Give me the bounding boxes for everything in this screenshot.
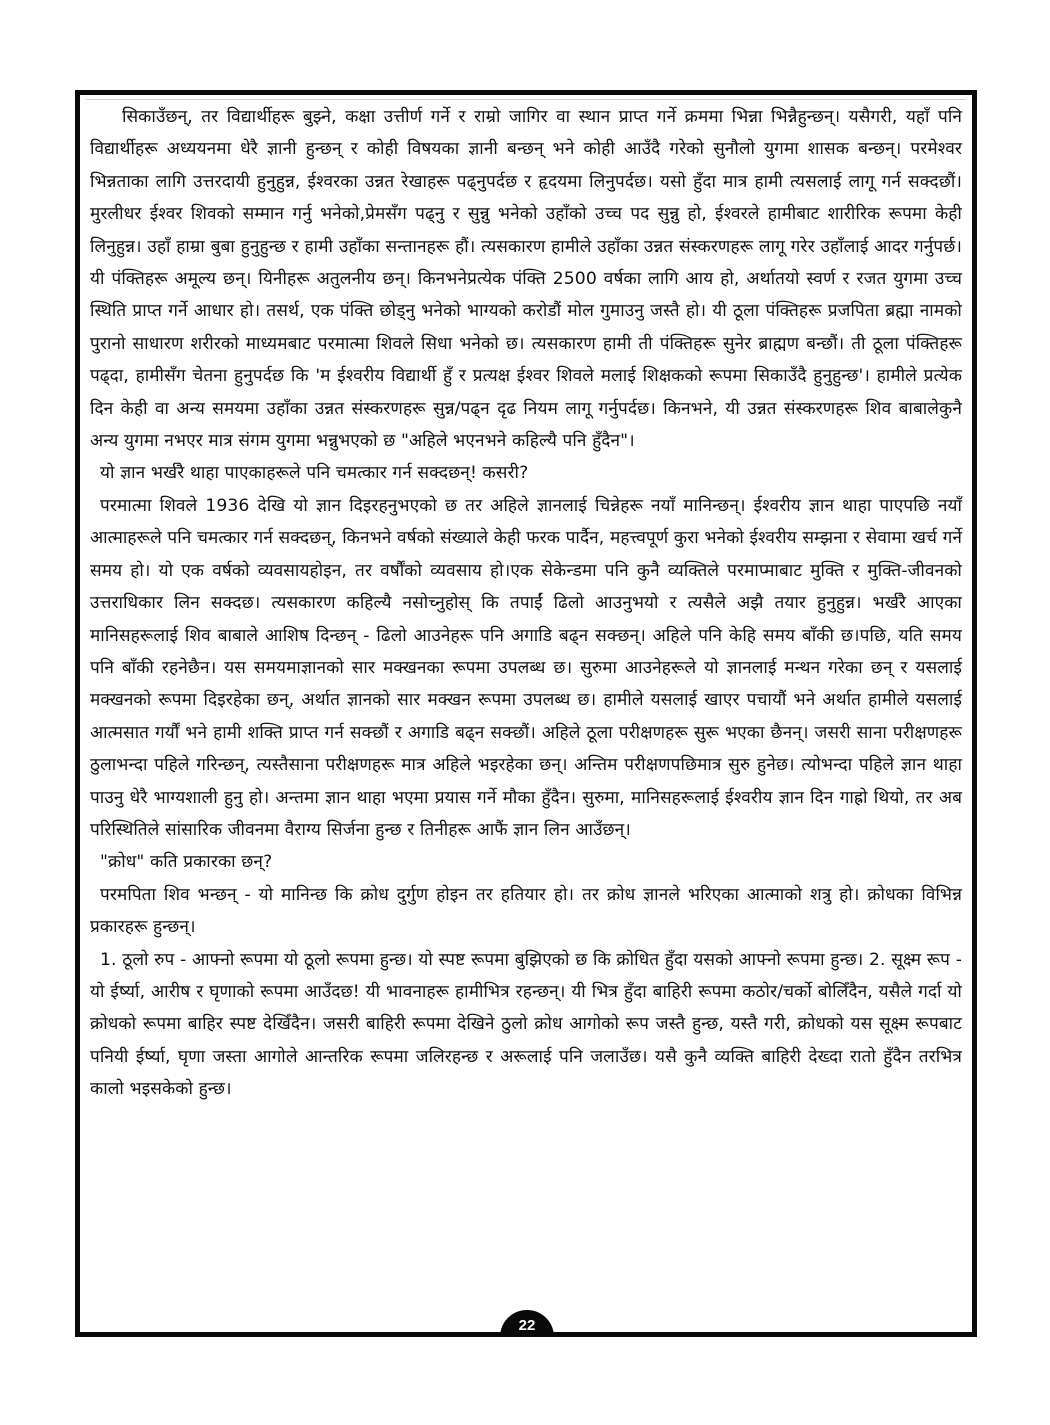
paragraph-anger-intro: परमपिता शिव भन्छन् - यो मानिन्छ कि क्रोध दुर्गुण होइन तर हतियार हो। तर क्रोध ज्ञानले भरिएका आत्माको शत्रु हो। क्रोधका विभिन्न प्रकारहरू हुन्छन्।: [90, 884, 962, 938]
paragraph-anger-types: 1. ठूलो रुप - आफ्नो रूपमा यो ठूलो रूपमा हुन्छ। यो स्पष्ट रूपमा बुझिएको छ कि क्रोधित हुँदा यसको आफ्नो रूपमा हुन्छ। 2. सूक्ष्म रूप - यो ईर्ष्या, आरीष र घृणाको रूपमा आउँदछ! यी भावनाहरू हामीभित्र रहन्छन्। यी भित्र हुँदा बाहिरी रूपमा कठोर/चर्को बोलिँदैन, यसैले गर्दा यो क्रोधको रूपमा बाहिर स्पष्ट देखिँदैन। जसरी बाहिरी रूपमा देखिने ठुलो क्रोध आगोको रूप जस्तै हुन्छ, यस्तै गरी, क्रोधको यस सूक्ष्म रूपबाट पनियी ईर्ष्या, घृणा जस्ता आगोले आन्तरिक रूपमा जलिरहन्छ र अरूलाई पनि जलाउँछ। यसै कुनै व्यक्ति बाहिरी देख्दा रातो हुँदैन तरभित्र कालो भइसकेको हुन्छ।: [90, 949, 962, 1100]
page-content: [90, 101, 962, 1106]
paragraph-new-souls: परमात्मा शिवले 1936 देखि यो ज्ञान दिइरहनुभएको छ तर अहिले ज्ञानलाई चिन्नेहरू नयाँ मानिन्छन्। ईश्वरीय ज्ञान थाहा पाएपछि नयाँ आत्माहरूले पनि चमत्कार गर्न सक्दछन्, किनभने वर्षको संख्याले केही फरक पार्दैन, महत्त्वपूर्ण कुरा भनेको ईश्वरीय सम्झना र सेवामा खर्च गर्ने समय हो। यो एक वर्षको व्यवसायहोइन, तर वर्षौंको व्यवसाय हो।एक सेकेन्डमा पनि कुनै व्यक्तिले परमाप्माबाट मुक्ति र मुक्ति-जीवनको उत्तराधिकार लिन सक्दछ। त्यसकारण कहिल्यै नसोच्नुहोस् कि तपाईं ढिलो आउनुभयो र त्यसैले अझै तयार हुनुहुन्न। भर्खरै आएका मानिसहरूलाई शिव बाबाले आशिष दिन्छन् - ढिलो आउनेहरू पनि अगाडि बढ्न सक्छन्। अहिले पनि केहि समय बाँकी छ।पछि, यति समय पनि बाँकी रहनेछैन। यस समयमाज्ञानको सार मक्खनका रूपमा उपलब्ध छ। सुरुमा आउनेहरूले यो ज्ञानलाई मन्थन गरेका छन् र यसलाई मक्खनको रूपमा दिइरहेका छन्, अर्थात ज्ञानको सार मक्खन रूपमा उपलब्ध छ। हामीले यसलाई खाएर पचायौं भने अर्थात हामीले यसलाई आत्मसात गर्यौं भने हामी शक्ति प्राप्त गर्न सक्छौं र अगाडि बढ्न सक्छौं। अहिले ठूला परीक्षणहरू सुरू भएका छैनन्। जसरी साना परीक्षणहरू ठुलाभन्दा पहिले गरिन्छन्, त्यस्तैसाना परीक्षणहरू मात्र अहिले भइरहेका छन्। अन्तिम परीक्षणपछिमात्र सुरु हुनेछ। त्योभन्दा पहिले ज्ञान थाहा पाउनु धेरै भाग्यशाली हुनु हो। अन्तमा ज्ञान थाहा भएमा प्रयास गर्ने मौका हुँदैन। सुरुमा, मानिसहरूलाई ईश्वरीय ज्ञान दिन गाह्रो थियो, तर अब परिस्थितिले सांसारिक जीवनमा वैराग्य सिर्जना हुन्छ र तिनीहरू आफैं ज्ञान लिन आउँछन्।: [90, 495, 962, 840]
paragraph-murli-study: सिकाउँछन्, तर विद्यार्थीहरू बुझ्ने, कक्षा उत्तीर्ण गर्ने र राम्रो जागिर वा स्थान प्राप्त गर्ने क्रममा भिन्ना भिन्नैहुन्छन्। यसैगरी, यहाँ पनि विद्यार्थीहरू अध्ययनमा धेरै ज्ञानी हुन्छन् र कोही विषयका ज्ञानी बन्छन् भने कोही आउँदै गरेको सुनौलो युगमा शासक बन्छन्। परमेश्वर भिन्नताका लागि उत्तरदायी हुनुहुन्न, ईश्वरका उन्नत रेखाहरू पढ्नुपर्दछ र हृदयमा लिनुपर्दछ। यसो हुँदा मात्र हामी त्यसलाई लागू गर्न सक्दछौं। मुरलीधर ईश्वर शिवको सम्मान गर्नु भनेको,प्रेमसँग पढ्नु र सुन्नु भनेको उहाँको उच्च पद सुन्नु हो, ईश्वरले हामीबाट शारीरिक रूपमा केही लिनुहुन्न। उहाँ हाम्रा बुबा हुनुहुन्छ र हामी उहाँका सन्तानहरू हौं। त्यसकारण हामीले उहाँका उन्नत संस्करणहरू लागू गरेर उहाँलाई आदर गर्नुपर्छ। यी पंक्तिहरू अमूल्य छन्। यिनीहरू अतुलनीय छन्। किनभनेप्रत्येक पंक्ति 2500 वर्षका लागि आय हो, अर्थातयो स्वर्ण र रजत युगमा उच्च स्थिति प्राप्त गर्ने आधार हो। तसर्थ, एक पंक्ति छोड्नु भनेको भाग्यको करोडौं मोल गुमाउनु जस्तै हो। यी ठूला पंक्तिहरू प्रजपिता ब्रह्मा नामको पुरानो साधारण शरीरको माध्यमबाट परमात्मा शिवले सिधा भनेको छ। त्यसकारण हामी ती पंक्तिहरू सुनेर ब्राह्मण बन्छौं। ती ठूला पंक्तिहरू पढ्दा, हामीसँग चेतना हुनुपर्दछ कि 'म ईश्वरीय विद्यार्थी हुँ र प्रत्यक्ष ईश्वर शिवले मलाई शिक्षकको रूपमा सिकाउँदै हुनुहुन्छ'। हामीले प्रत्येक दिन केही वा अन्य समयमा उहाँका उन्नत संस्करणहरू सुन्न/पढ्न दृढ नियम लागू गर्नुपर्दछ। किनभने, यी उन्नत संस्करणहरू शिव बाबालेकुनै अन्य युगमा नभएर मात्र संगम युगमा भन्नुभएको छ "अहिले भएनभने कहिल्यै पनि हुँदैन"।: [90, 107, 962, 452]
inner-rule-divider: [86, 99, 966, 100]
heading-types-of-anger: "क्रोध" कति प्रकारका छन्?: [100, 852, 273, 873]
heading-new-souls-miracle: यो ज्ञान भर्खरै थाहा पाएकाहरूले पनि चमत्कार गर्न सक्दछन्! कसरी?: [100, 463, 529, 484]
page-frame: [75, 90, 977, 1337]
page-number-badge: 22: [500, 1310, 554, 1337]
